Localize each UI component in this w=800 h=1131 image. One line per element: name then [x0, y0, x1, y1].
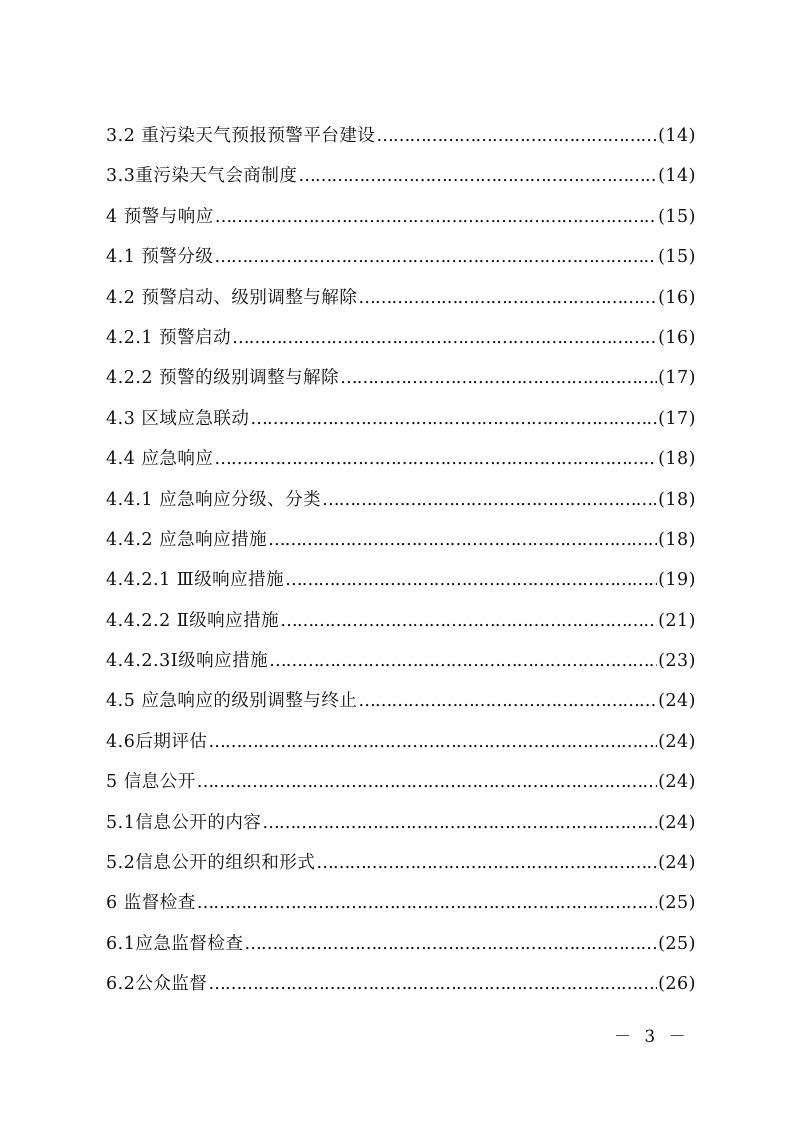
toc-entry[interactable] — [106, 883, 696, 923]
dot-leader — [197, 883, 657, 923]
toc-entry-title: 4.4.2.1 Ⅲ级响应措施 — [106, 570, 285, 591]
toc-entry-title: 4.6后期评估 — [106, 731, 208, 752]
dot-leader — [358, 681, 657, 721]
toc-entry[interactable] — [106, 843, 696, 883]
toc-entry-page: (17) — [658, 408, 696, 429]
toc-entry-title: 3.3重污染天气会商制度 — [106, 166, 298, 187]
toc-entry[interactable] — [106, 641, 696, 681]
dot-leader — [215, 197, 657, 237]
toc-entry-title: 4.1 预警分级 — [106, 247, 214, 268]
toc-entry-title: 4.4 应急响应 — [106, 449, 214, 470]
dot-leader — [280, 601, 657, 641]
table-of-contents — [106, 116, 696, 1005]
toc-entry[interactable] — [106, 439, 696, 479]
toc-entry-page: (26) — [658, 974, 696, 995]
toc-entry-title: 6.2公众监督 — [106, 974, 208, 995]
toc-entry-title: 4.2 预警启动、级别调整与解除 — [106, 287, 358, 308]
dot-leader — [316, 843, 657, 883]
toc-entry[interactable] — [106, 924, 696, 964]
toc-entry-title: 4 预警与响应 — [106, 206, 214, 227]
dot-leader — [268, 520, 657, 560]
dot-leader — [298, 156, 657, 196]
toc-entry[interactable] — [106, 278, 696, 318]
toc-entry-page: (24) — [658, 853, 696, 874]
toc-entry[interactable] — [106, 116, 696, 156]
toc-entry-page: (18) — [658, 449, 696, 470]
dot-leader — [376, 116, 657, 156]
toc-entry-title: 4.2.1 预警启动 — [106, 327, 232, 348]
toc-entry[interactable] — [106, 560, 696, 600]
page-number: － 3 － — [614, 1027, 690, 1047]
toc-entry-title: 4.5 应急响应的级别调整与终止 — [106, 691, 358, 712]
toc-entry-page: (24) — [658, 691, 696, 712]
toc-entry-page: (23) — [658, 651, 696, 672]
toc-entry-title: 4.4.2 应急响应措施 — [106, 529, 268, 550]
toc-entry-title: 5 信息公开 — [106, 772, 196, 793]
toc-entry-title: 4.4.2.2 Ⅱ级响应措施 — [106, 610, 280, 631]
dot-leader — [197, 762, 657, 802]
toc-entry-title: 4.3 区域应急联动 — [106, 408, 250, 429]
toc-entry-page: (17) — [658, 368, 696, 389]
toc-entry-title: 6.1应急监督检查 — [106, 933, 244, 954]
toc-entry-page: (15) — [658, 206, 696, 227]
toc-entry-page: (18) — [658, 529, 696, 550]
toc-entry[interactable] — [106, 399, 696, 439]
toc-entry-page: (21) — [658, 610, 696, 631]
toc-entry-page: (18) — [658, 489, 696, 510]
toc-entry-title: 4.2.2 预警的级别调整与解除 — [106, 368, 340, 389]
toc-entry-page: (14) — [658, 126, 696, 146]
toc-entry-page: (24) — [658, 812, 696, 833]
toc-entry[interactable] — [106, 520, 696, 560]
toc-entry[interactable] — [106, 318, 696, 358]
toc-entry-page: (24) — [658, 731, 696, 752]
toc-entry[interactable] — [106, 681, 696, 721]
toc-entry[interactable] — [106, 722, 696, 762]
toc-entry-page: (16) — [658, 327, 696, 348]
toc-entry[interactable] — [106, 803, 696, 843]
toc-entry-page: (14) — [658, 166, 696, 187]
toc-entry[interactable] — [106, 237, 696, 277]
toc-entry[interactable] — [106, 480, 696, 520]
toc-entry-page: (25) — [658, 933, 696, 954]
toc-entry[interactable] — [106, 156, 696, 196]
toc-entry-title: 6 监督检查 — [106, 893, 196, 914]
toc-entry-title: 4.4.1 应急响应分级、分类 — [106, 489, 322, 510]
toc-entry-title: 5.1信息公开的内容 — [106, 812, 262, 833]
dot-leader — [214, 439, 657, 479]
toc-entry[interactable] — [106, 964, 696, 1004]
dot-leader — [340, 358, 657, 398]
toc-entry-page: (19) — [658, 570, 696, 591]
toc-entry-title: 5.2信息公开的组织和形式 — [106, 853, 316, 874]
dot-leader — [244, 924, 657, 964]
dot-leader — [208, 722, 657, 762]
dot-leader — [250, 399, 657, 439]
toc-entry[interactable] — [106, 762, 696, 802]
dot-leader — [269, 641, 657, 681]
toc-entry-title: 3.2 重污染天气预报预警平台建设 — [106, 126, 376, 146]
toc-entry-title: 4.4.2.3Ⅰ级响应措施 — [106, 651, 269, 672]
toc-entry[interactable] — [106, 358, 696, 398]
dot-leader — [262, 803, 657, 843]
dot-leader — [322, 480, 657, 520]
dot-leader — [208, 964, 657, 1004]
toc-entry-page: (24) — [658, 772, 696, 793]
dot-leader — [232, 318, 657, 358]
dot-leader — [358, 278, 657, 318]
dot-leader — [285, 560, 657, 600]
toc-entry-page: (25) — [658, 893, 696, 914]
toc-entry-page: (16) — [658, 287, 696, 308]
toc-entry[interactable] — [106, 601, 696, 641]
toc-entry-page: (15) — [658, 247, 696, 268]
toc-entry[interactable] — [106, 197, 696, 237]
dot-leader — [214, 237, 657, 277]
